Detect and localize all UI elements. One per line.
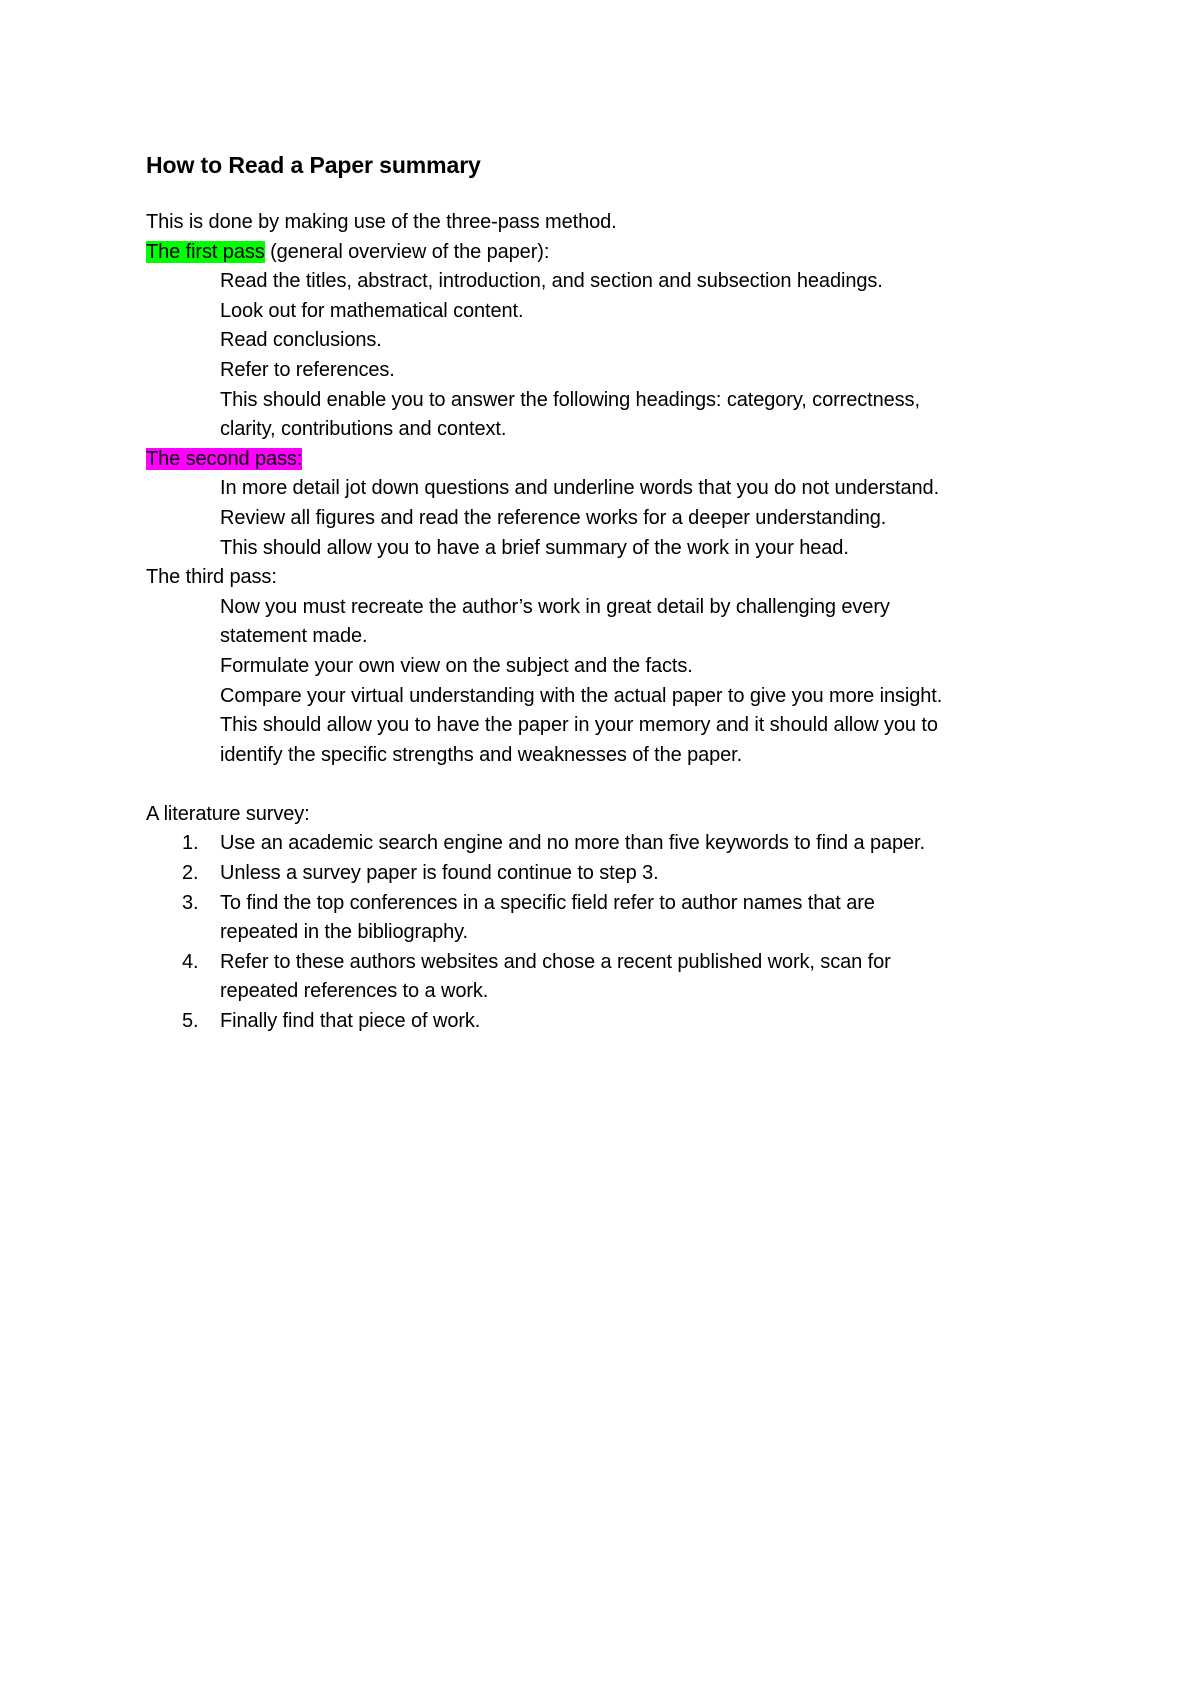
- paragraph-spacer: [146, 770, 1096, 800]
- step-number: 4.: [182, 950, 199, 973]
- second-pass-heading: [146, 445, 1096, 475]
- third-pass-item: Now you must recreate the author’s work in great detail by challenging every: [220, 595, 890, 618]
- second-pass-item: This should allow you to have a brief summary of the work in your head.: [220, 536, 849, 559]
- document-title: How to Read a Paper summary: [146, 152, 481, 178]
- first-pass-item: Read conclusions.: [220, 329, 382, 352]
- third-pass-item: This should allow you to have the paper in your memory and it should allow you to: [220, 714, 938, 737]
- survey-step: [146, 1007, 1096, 1037]
- step-number: 5.: [182, 1010, 199, 1033]
- first-pass-heading-rest: (general overview of the paper):: [264, 240, 550, 263]
- third-pass-item: identify the specific strengths and weaknesses of the paper.: [220, 743, 743, 766]
- step-number: 3.: [182, 891, 199, 914]
- survey-steps-list: [146, 829, 1096, 1036]
- survey-step: [146, 948, 1096, 1007]
- third-pass-item: Compare your virtual understanding with the actual paper to give you more insight.: [220, 684, 943, 707]
- first-pass-item: Refer to references.: [220, 358, 395, 381]
- step-number: 1.: [182, 832, 199, 855]
- third-pass-item: Formulate your own view on the subject and the facts.: [220, 654, 693, 677]
- survey-step: [146, 859, 1096, 889]
- second-pass-highlight: The second pass:: [146, 447, 303, 470]
- survey-step: [146, 889, 1096, 948]
- step-text: repeated in the bibliography.: [220, 921, 469, 944]
- second-pass-item: In more detail jot down questions and underline words that you do not understand.: [220, 477, 940, 500]
- intro-text: This is done by making use of the three-pass method.: [146, 211, 617, 233]
- survey-heading: A literature survey:: [146, 802, 310, 825]
- document-body: [146, 150, 1096, 1037]
- first-pass-item: Read the titles, abstract, introduction, and section and subsection headings.: [220, 270, 883, 293]
- second-pass-item: Review all figures and read the reference works for a deeper understanding.: [220, 506, 887, 529]
- third-pass-heading: The third pass:: [146, 566, 277, 589]
- step-text: Refer to these authors websites and chose a recent published work, scan for: [220, 950, 891, 973]
- step-number: 2.: [182, 862, 199, 885]
- first-pass-item: Look out for mathematical content.: [220, 299, 524, 322]
- step-text: Unless a survey paper is found continue to step 3.: [220, 862, 659, 885]
- third-pass-item: statement made.: [220, 625, 368, 648]
- first-pass-item: clarity, contributions and context.: [220, 418, 507, 441]
- first-pass-item: This should enable you to answer the following headings: category, correctness,: [220, 388, 920, 411]
- step-text: Finally find that piece of work.: [220, 1010, 481, 1033]
- step-text: repeated references to a work.: [220, 980, 489, 1003]
- first-pass-heading: [146, 238, 1096, 268]
- step-text: Use an academic search engine and no more than five keywords to find a paper.: [220, 832, 925, 855]
- step-text: To find the top conferences in a specific field refer to author names that are: [220, 891, 875, 914]
- first-pass-highlight: The first pass: [146, 240, 265, 263]
- survey-step: [146, 829, 1096, 859]
